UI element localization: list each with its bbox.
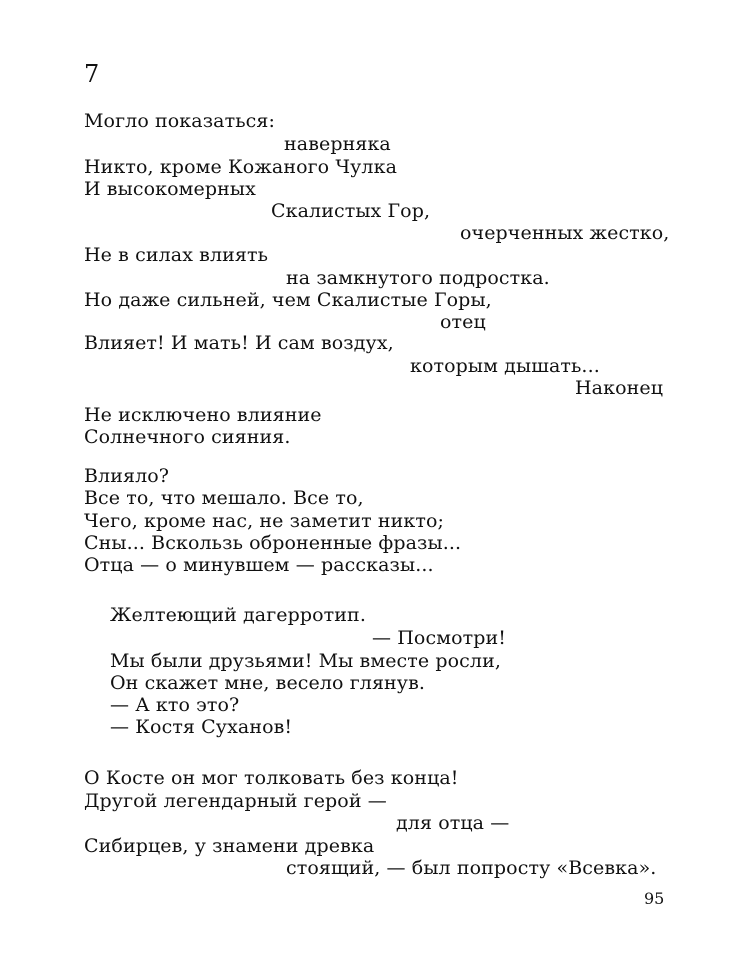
poem-line: Могло показаться: xyxy=(84,110,275,132)
poem-line: Мы были друзьями! Мы вместе росли, xyxy=(110,650,501,672)
poem-line: Наконец xyxy=(575,377,664,399)
poem-line: очерченных жестко, xyxy=(460,222,670,244)
poem-line: Другой легендарный герой — xyxy=(84,790,387,812)
poem-line: отец xyxy=(440,311,486,333)
poem-line: — Костя Суханов! xyxy=(110,716,293,738)
poem-line: Влияло? xyxy=(84,465,170,487)
section-number: 7 xyxy=(84,60,100,88)
poem-line: Не в силах влиять xyxy=(84,244,269,266)
poem-line: стоящий, — был попросту «Всевка». xyxy=(286,857,657,879)
poem-line: Сны... Вскользь оброненные фразы... xyxy=(84,532,462,554)
poem-line: О Косте он мог толковать без конца! xyxy=(84,767,459,789)
poem-line: И высокомерных xyxy=(84,178,256,200)
poem-line: Не исключено влияние xyxy=(84,404,322,426)
poem-line: Скалистых Гор, xyxy=(271,200,431,222)
poem-line: Солнечного сияния. xyxy=(84,426,291,448)
page-number: 95 xyxy=(644,889,665,908)
poem-line: Сибирцев, у знамени древка xyxy=(84,835,375,857)
poem-line: Но даже сильней, чем Скалистые Горы, xyxy=(84,289,492,311)
poem-line: Он скажет мне, весело глянув. xyxy=(110,672,426,694)
poem-line: — А кто это? xyxy=(110,694,240,716)
poem-line: наверняка xyxy=(284,133,391,155)
poem-line: на замкнутого подростка. xyxy=(286,267,550,289)
poem-line: Чего, кроме нас, не заметит никто; xyxy=(84,510,444,532)
poem-line: для отца — xyxy=(396,812,510,834)
poem-line: — Посмотри! xyxy=(372,627,506,649)
poem-line: Влияет! И мать! И сам воздух, xyxy=(84,332,394,354)
poem-line: Отца — о минувшем — рассказы... xyxy=(84,554,434,576)
poem-line: Желтеющий дагерротип. xyxy=(110,604,366,626)
poem-line: которым дышать... xyxy=(410,355,600,377)
poem-line: Все то, что мешало. Все то, xyxy=(84,487,364,509)
poem-line: Никто, кроме Кожаного Чулка xyxy=(84,156,397,178)
